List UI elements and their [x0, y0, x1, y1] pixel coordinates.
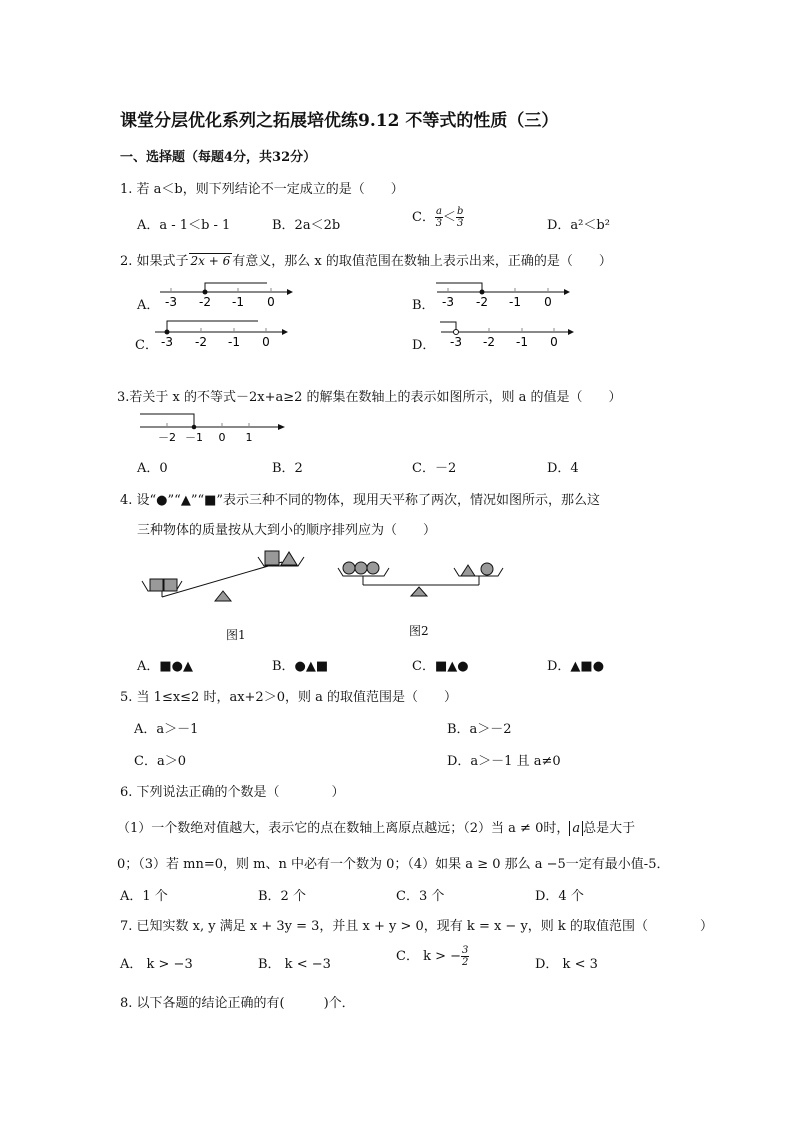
q1-option-d[interactable]: D．a²＜b²: [547, 218, 610, 233]
triangle-object-icon: [281, 552, 297, 565]
tick-label: -1: [228, 335, 240, 349]
q7-option-c[interactable]: C． k > − $\frac{3}{2}$: [396, 945, 469, 968]
tick-label: -1: [232, 295, 244, 309]
q1-option-a[interactable]: A．a - 1＜b - 1: [137, 218, 231, 233]
square-object-icon: [265, 551, 279, 565]
fulcrum-icon: [215, 591, 231, 601]
q4-option-d[interactable]: D．▲■●: [547, 659, 605, 674]
question-6-line2: 0；（3）若 mn=0，则 m、n 中必有一个数为 0；（4）如果 a ≥ 0 那么 a −5一定有最小值-5．: [117, 857, 670, 872]
page-title: 课堂分层优化系列之拓展培优练9.12 不等式的性质（三）: [120, 111, 559, 131]
q2-option-d[interactable]: D．: [412, 338, 436, 353]
fraction: $\frac{a}{3}$: [435, 206, 443, 229]
square-object-icon: [150, 579, 163, 591]
tick-label: -2: [195, 335, 207, 349]
tick-label: -2: [476, 295, 488, 309]
question-4-line1: 4. 设“●”“▲”“■”表示三种不同的物体，现用天平称了两次，情况如图所示，那么这: [120, 493, 601, 508]
q1-option-b[interactable]: B．2a＜2b: [272, 218, 341, 233]
question-6-line1: （1）一个数绝对值越大，表示它的点在数轴上离原点越远；（2）当 a ≠ 0时， a 总是大于: [117, 821, 636, 836]
q4-option-a[interactable]: A．■●▲: [137, 659, 194, 674]
tick-label: 0: [544, 295, 552, 309]
tick-label: －2: [158, 431, 176, 444]
tick-label: 1: [245, 431, 253, 444]
q4-option-c[interactable]: C．■▲●: [412, 659, 469, 674]
q7-option-b[interactable]: B． k < −3: [258, 957, 331, 972]
tick-label: -2: [199, 295, 211, 309]
fraction: $\frac{3}{2}$: [462, 945, 469, 968]
q7-option-a[interactable]: A． k > −3: [120, 957, 193, 972]
number-line-c: [150, 318, 290, 350]
tick-label: -3: [442, 295, 454, 309]
q7-option-d[interactable]: D． k < 3: [535, 957, 598, 972]
figure-2-caption: 图2: [409, 624, 429, 638]
fulcrum-icon: [411, 587, 427, 596]
number-line-b: [432, 280, 572, 310]
tick-label: －1: [185, 431, 203, 444]
q2-option-c[interactable]: C．: [135, 338, 158, 353]
question-2-stem: 2. 如果式子 2x + 6 有意义，那么 x 的取值范围在数轴上表示出来，正确的是（ ）: [120, 254, 612, 269]
fraction: $\frac{b}{3}$: [456, 206, 464, 229]
q3-option-d[interactable]: D．4: [547, 461, 579, 476]
q3-option-a[interactable]: A．0: [137, 461, 168, 476]
section-heading: 一、选择题（每题4分，共32分）: [120, 150, 317, 165]
question-1-stem: 1. 若 a＜b，则下列结论不一定成立的是（ ）: [120, 182, 404, 197]
q3-option-c[interactable]: C．－2: [412, 461, 457, 476]
circle-object-icon: [481, 563, 493, 575]
balance-figure-2: [336, 556, 506, 600]
tick-label: -1: [516, 335, 528, 349]
sqrt-expression: 2x + 6: [190, 254, 231, 268]
absolute-value: a: [569, 821, 583, 836]
question-7-stem: 7. 已知实数 x, y 满足 x + 3y = 3，并且 x + y > 0，现有 k = x − y，则 k 的取值范围（ ）: [120, 919, 713, 934]
question-3-stem: 3.若关于 x 的不等式－2x+a≥2 的解集在数轴上的表示如图所示，则 a 的值是（ ）: [117, 390, 622, 405]
q5-option-a[interactable]: A．a＞－1: [134, 722, 199, 737]
tick-label: 0: [550, 335, 558, 349]
q4-option-b[interactable]: B．●▲■: [272, 659, 329, 674]
tick-label: 0: [218, 431, 226, 444]
q3-option-b[interactable]: B．2: [272, 461, 303, 476]
tick-label: -3: [161, 335, 173, 349]
square-object-icon: [164, 579, 177, 591]
tick-label: -3: [165, 295, 177, 309]
circle-object-icon: [367, 562, 379, 574]
question-5-stem: 5. 当 1≤x≤2 时，ax+2＞0，则 a 的取值范围是（ ）: [120, 690, 457, 705]
q1-option-c[interactable]: C． $\frac{a}{3}$ ＜ $\frac{b}{3}$: [412, 206, 464, 229]
question-8-stem: 8. 以下各题的结论正确的有( )个．: [120, 996, 355, 1011]
question-4-line2: 三种物体的质量按从大到小的顺序排列应为（ ）: [137, 523, 437, 538]
q6-option-d[interactable]: D．4 个: [535, 889, 584, 904]
q6-option-b[interactable]: B．2 个: [258, 889, 306, 904]
question-6-stem: 6. 下列说法正确的个数是（ ）: [120, 785, 345, 800]
balance-figure-1: [138, 545, 308, 607]
triangle-object-icon: [461, 565, 475, 576]
number-line-d: [436, 318, 576, 350]
tick-label: -1: [509, 295, 521, 309]
number-line-q3: [138, 410, 288, 444]
q5-option-b[interactable]: B．a＞－2: [447, 722, 512, 737]
q1-option-c-label: C．: [412, 210, 435, 225]
circle-object-icon: [355, 562, 367, 574]
q5-option-d[interactable]: D．a＞－1 且 a≠0: [447, 754, 561, 769]
number-line-a: [155, 280, 295, 310]
q6-option-c[interactable]: C．3 个: [396, 889, 445, 904]
tick-label: -3: [450, 335, 462, 349]
q2-option-b[interactable]: B．: [412, 298, 435, 313]
q2-option-a[interactable]: A．: [137, 298, 160, 313]
figure-1-caption: 图1: [226, 628, 246, 642]
q6-option-a[interactable]: A．1 个: [120, 889, 168, 904]
circle-object-icon: [343, 562, 355, 574]
tick-label: 0: [267, 295, 275, 309]
q5-option-c[interactable]: C．a＞0: [134, 754, 186, 769]
tick-label: -2: [483, 335, 495, 349]
tick-label: 0: [262, 335, 270, 349]
